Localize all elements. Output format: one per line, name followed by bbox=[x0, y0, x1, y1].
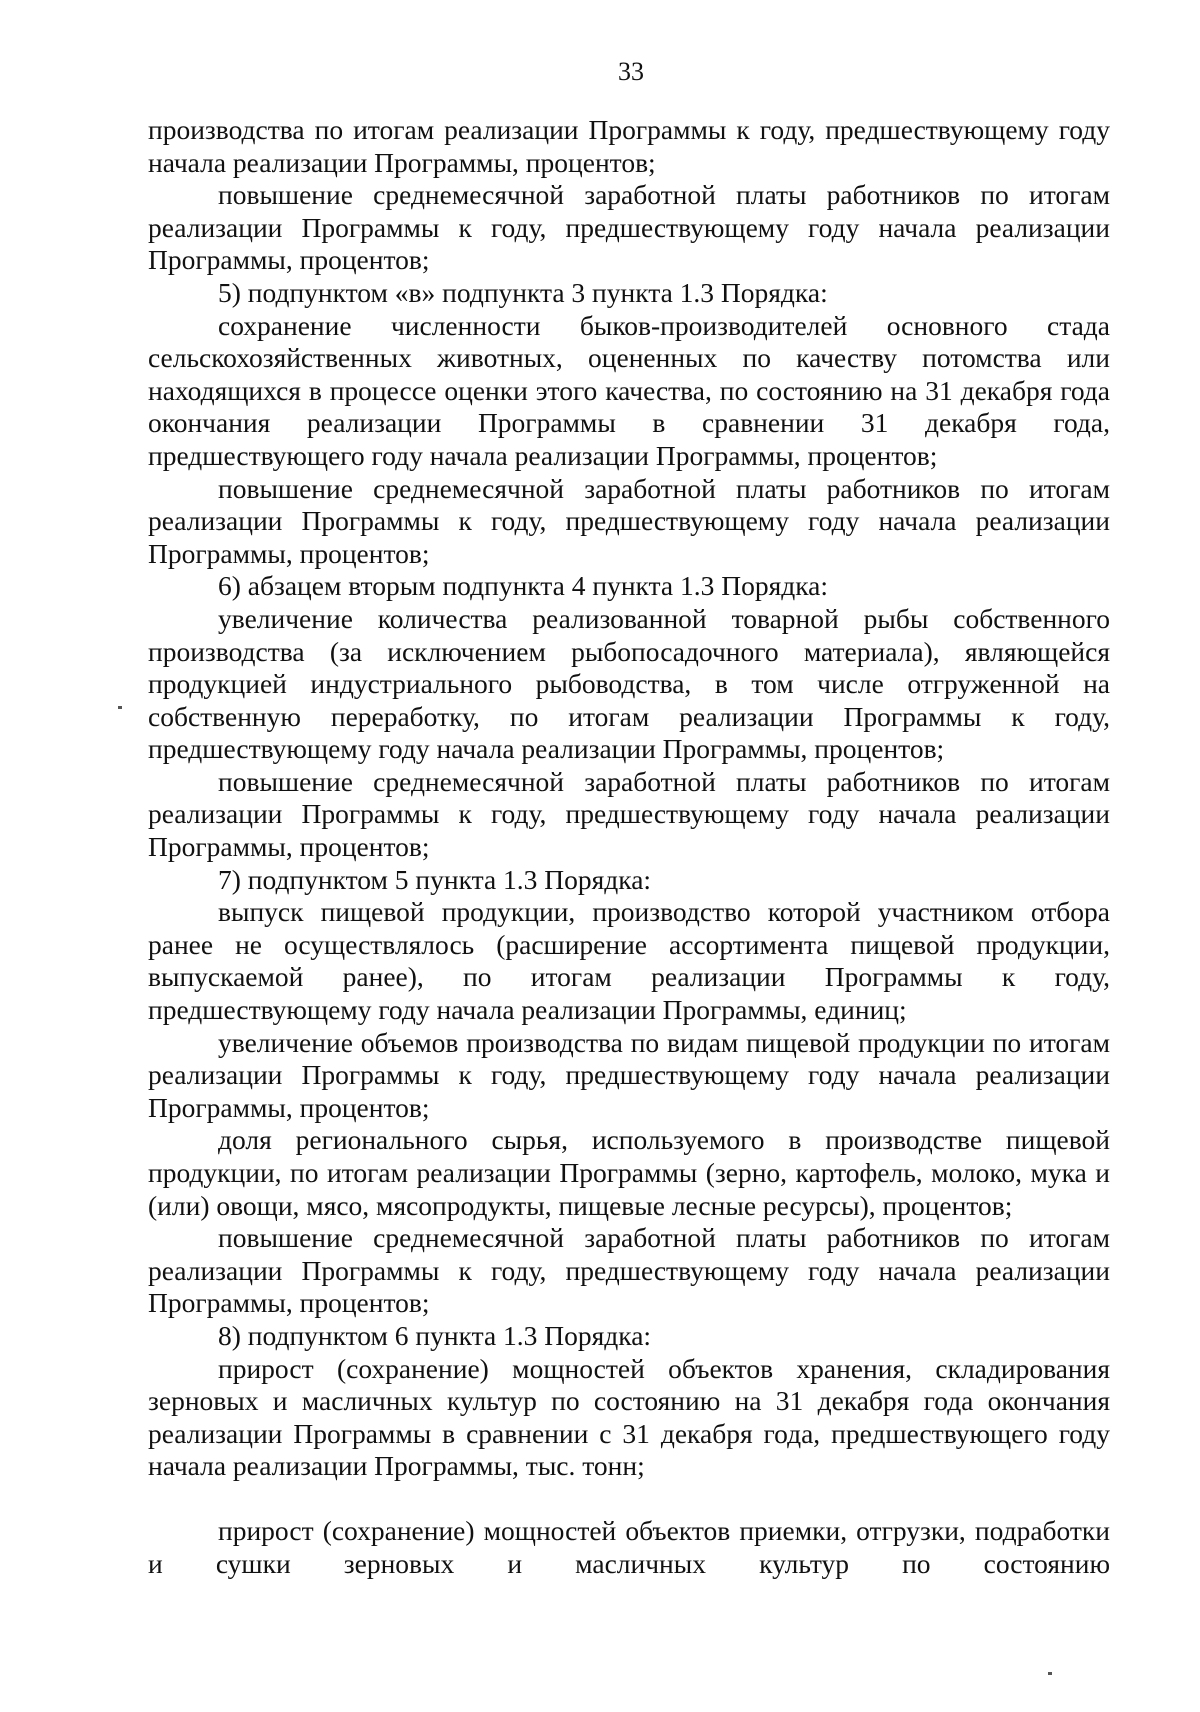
paragraph-continuation: производства по итогам реализации Программы к году, предшествующему году начала реализации Программы, процентов; bbox=[148, 114, 1110, 178]
page-number: 33 bbox=[618, 57, 644, 86]
list-item-heading: 7) подпунктом 5 пункта 1.3 Порядка: bbox=[218, 863, 652, 895]
paragraph: сохранение численности быков-производителей основного стада сельскохозяйственных животных, оцененных по качеству потомства или находящихся в процессе оценки этого качества, по состоянию на 31 декабря года окончания реализации Программы в сравнении 31 декабря года, предшествующего году начала реализации Программы, процентов; bbox=[148, 309, 1110, 471]
scan-speck bbox=[118, 706, 122, 709]
paragraph: повышение среднемесячной заработной платы работников по итогам реализации Программы к году, предшествующему году начала реализации Программы, процентов; bbox=[148, 1222, 1110, 1319]
document-body bbox=[148, 114, 1110, 1580]
paragraph: повышение среднемесячной заработной платы работников по итогам реализации Программы к году, предшествующему году начала реализации Программы, процентов; bbox=[148, 179, 1110, 276]
paragraph: доля регионального сырья, используемого в производстве пищевой продукции, по итогам реализации Программы (зерно, картофель, молоко, мука и (или) овощи, мясо, мясопродукты, пищевые лесные ресурсы), процентов; bbox=[148, 1124, 1110, 1221]
paragraph: выпуск пищевой продукции, производство которой участником отбора ранее не осуществлялось (расширение ассортимента пищевой продукции, выпускаемой ранее), по итогам реализации Программы к году, предшествующему году начала реализации Программы, единиц; bbox=[148, 896, 1110, 1026]
paragraph: повышение среднемесячной заработной платы работников по итогам реализации Программы к году, предшествующему году начала реализации Программы, процентов; bbox=[148, 472, 1110, 569]
paragraph: увеличение количества реализованной товарной рыбы собственного производства (за исключением рыбопосадочного материала), являющейся продукцией индустриального рыбоводства, в том числе отгруженной на собственную переработку, по итогам реализации Программы к году, предшествующему году начала реализации Программы, процентов; bbox=[148, 602, 1110, 765]
paragraph-continued: прирост (сохранение) мощностей объектов приемки, отгрузки, подработки и сушки зерновых и масличных культур по состоянию bbox=[148, 1514, 1110, 1579]
paragraph: прирост (сохранение) мощностей объектов хранения, складирования зерновых и масличных культур по состоянию на 31 декабря года окончания реализации Программы в сравнении с 31 декабря года, предшествующего году начала реализации Программы, тыс. тонн; bbox=[148, 1352, 1110, 1482]
list-item-heading: 8) подпунктом 6 пункта 1.3 Порядка: bbox=[218, 1319, 652, 1351]
list-item-heading: 6) абзацем вторым подпункта 4 пункта 1.3 Порядка: bbox=[218, 570, 829, 602]
scan-speck bbox=[1048, 1672, 1052, 1675]
paragraph: увеличение объемов производства по видам пищевой продукции по итогам реализации Программы к году, предшествующему году начала реализации Программы, процентов; bbox=[148, 1026, 1110, 1123]
paragraph: повышение среднемесячной заработной платы работников по итогам реализации Программы к году, предшествующему году начала реализации Программы, процентов; bbox=[148, 765, 1110, 863]
paragraph-gap bbox=[148, 1483, 1110, 1515]
list-item-heading: 5) подпунктом «в» подпункта 3 пункта 1.3 Порядка: bbox=[218, 276, 828, 308]
